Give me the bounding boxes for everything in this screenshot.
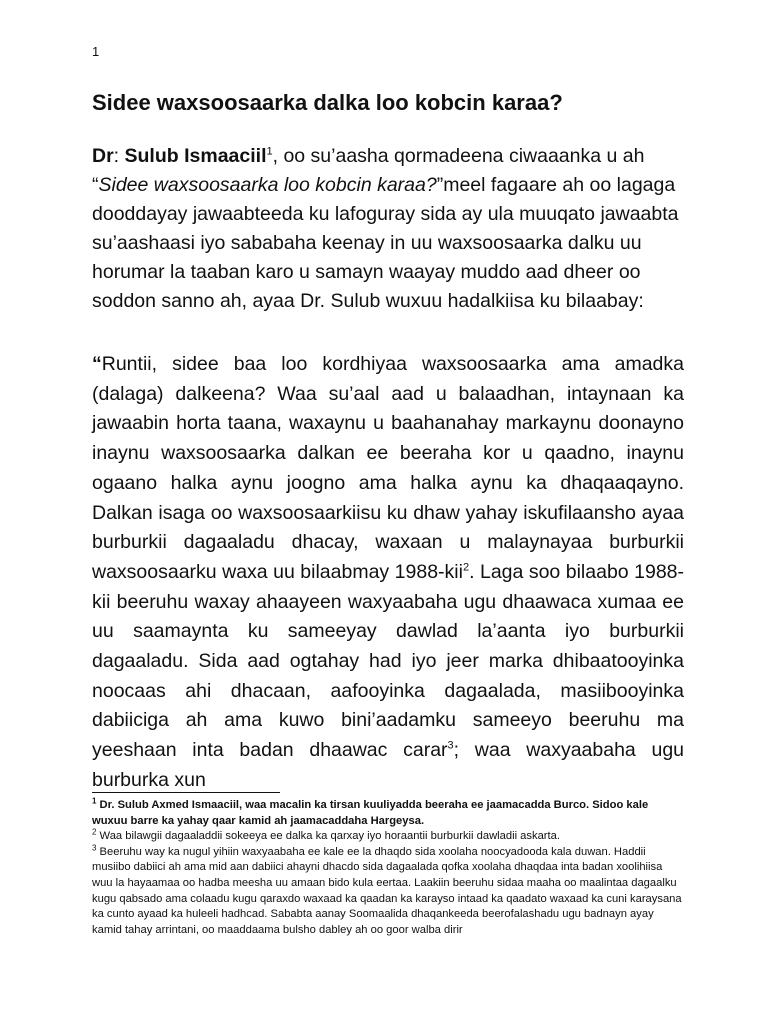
quote-text-a: Runtii, sidee baa loo kordhiyaa waxsoosaarka ama amadka (dalaga) dalkeena? Waa su’aal aad u balaadhan, intaynaan ka jawaabin horta taana, waxaynu u baahanahay markaynu doonayno inaynu waxsoosaarka dalkan ee beeraha kor u qaadno, inaynu ogaano halka aynu joogno ama halka aynu ka dhaqaaqayno. Dalkan isaga oo waxsoosaarkiisu ku dhaw yahay iskufilaansho ayaa burburkii dagaaladu dhacay, waxaan u malaynayaa burburkii waxsoosaarku waxa uu bilaabmay 1988-kii (92, 353, 684, 583)
quote-open-mark: “ (92, 353, 102, 375)
quote-text-b: . Laga soo bilaabo 1988-kii beeruhu waxay ahaayeen waxyaabaha ugu dhaawaca xumaa ee uu saamaynta ku sameeyay dawlad la’aanta iyo burburkii dagaaladu. Sida aad ogtahay had iyo jeer marka dhibaatooyinka noocaas ahi dhacaan, aafooyinka dagaalada, masiibooyinka dabiiciga ah ama kuwo bini’aadamku sameeyo beeruhu ma yeeshaan inta badan dhaawac carar (92, 560, 684, 762)
footnote-ref-2: 2 (462, 561, 470, 574)
footnote-text: Waa bilawgii dagaaladdii sokeeya ee dalka ka qarxay iyo horaantii burburkii dawladii askarta. (96, 830, 560, 843)
footnote-text: Dr. Sulub Axmed Ismaaciil, waa macalin ka tirsan kuuliyadda beeraha ee jaamacadda Burco. Sidoo kale wuxuu barre ka yahay qaar kamid ah jaamacaddaha Hargeysa. (92, 799, 649, 827)
quote-paragraph (92, 350, 684, 796)
footnote-text: Beeruhu way ka nugul yihiin waxyaabaha ee kale ee la dhaqdo sida xoolaha noocyadooda kala duwan. Haddii musiibo dabiici ah ama mid aan dabiici ahayni dhacdo sida dagaalada qofka xoolaha dhaqdaa inta badan xoolihiisa wuu la hayaamaa oo hadba meesha uu amaan bido kula eertaa. Laakiin beeruhu sidaa maaha oo maalintaa dagaalku kugu qabsado ama colaadu kugu qaraxdo waxaad ka qaadan ka karayso intaad ka qaadato waxaad ka cuni karaysana ka cunto ayaad ka huleeli hadhcad. Sababta aanay Soomaalida dhaqankeeda beerofalashadu ugu badnayn ayay kamid tahay arrintani, oo maaddaama bulsho dabley ah oo goor walba dirir (92, 845, 682, 936)
footnote-number: 3 (92, 843, 97, 853)
intro-italic-title: Sidee waxsoosaarka loo kobcin karaa? (98, 174, 437, 196)
footnote-ref-1: 1 (266, 145, 273, 158)
footnote-3 (92, 845, 684, 939)
intro-paragraph (92, 142, 692, 316)
intro-author: Sulub Ismaaciil (124, 145, 267, 167)
quote-text-c: ; waa waxyaabaha ugu burburka xun (92, 739, 685, 791)
page-number: 1 (92, 44, 100, 59)
intro-text-a: , oo su’aasha qormadeena ciwaaanka u ah “ (92, 145, 645, 196)
footnote-number: 2 (92, 827, 97, 837)
footnote-1 (92, 798, 684, 829)
intro-colon: : (113, 145, 125, 167)
page-title: Sidee waxsoosaarka dalka loo kobcin karaa? (92, 90, 563, 115)
footnote-2 (92, 829, 684, 845)
intro-prefix: Dr (92, 145, 114, 167)
footnote-ref-3: 3 (447, 739, 454, 752)
footnote-divider (92, 792, 280, 793)
intro-text-b: ”meel fagaare ah oo lagaga dooddayay jawaabteeda ku lafoguray sida ay ula muuqato jawaabta su’aashaasi iyo sababaha keenay in uu waxsoosaarka dalku uu horumar la taaban karo u samayn waayay muddo aad dheer oo soddon sanno ah, ayaa Dr. Sulub wuxuu hadalkiisa ku bilaabay: (92, 174, 679, 312)
footnote-number: 1 (92, 796, 97, 806)
footnotes (92, 798, 684, 938)
